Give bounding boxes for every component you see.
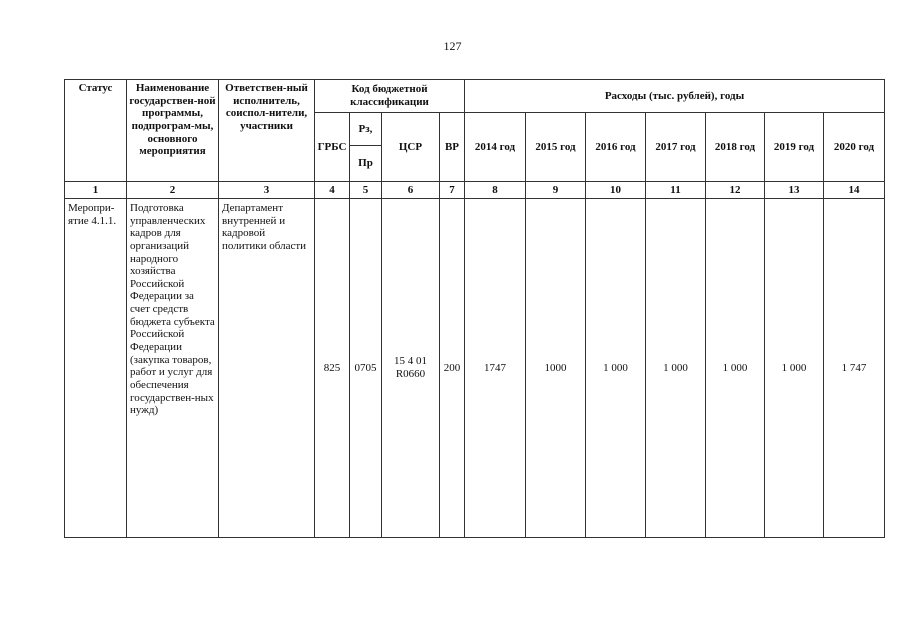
budget-table	[64, 79, 885, 538]
header-year-2017: 2017 год	[646, 113, 706, 182]
table-row	[65, 199, 885, 538]
row-value-2018: 1 000	[706, 199, 765, 538]
column-number: 9	[526, 182, 586, 199]
header-year-2019: 2019 год	[765, 113, 824, 182]
header-budget-code: Код бюджетной классификации	[315, 80, 465, 113]
header-year-2016: 2016 год	[586, 113, 646, 182]
row-value-2014: 1747	[465, 199, 526, 538]
header-row-1	[65, 80, 885, 113]
row-name: Подготовка управленческих кадров для организаций народного хозяйства Российской Федерации за счет средств бюджета субъекта Российской Федерации (закупка товаров, работ и услуг для обеспечения государствен-ных нужд)	[127, 199, 219, 538]
column-number: 12	[706, 182, 765, 199]
header-year-2020: 2020 год	[824, 113, 885, 182]
column-number: 2	[127, 182, 219, 199]
row-value-2020: 1 747	[824, 199, 885, 538]
header-vr: ВР	[440, 113, 465, 182]
row-value-2015: 1000	[526, 199, 586, 538]
row-value-2017: 1 000	[646, 199, 706, 538]
column-number: 8	[465, 182, 526, 199]
page-number: 127	[443, 39, 462, 53]
row-csr: 15 4 01 R0660	[382, 199, 440, 538]
header-pr: Пр	[350, 146, 382, 182]
header-executor: Ответствен-ный исполнитель, соиспол-нители, участники	[219, 80, 315, 182]
column-number: 14	[824, 182, 885, 199]
row-grbs: 825	[315, 199, 350, 538]
header-year-2015: 2015 год	[526, 113, 586, 182]
column-number: 11	[646, 182, 706, 199]
column-number: 10	[586, 182, 646, 199]
column-number: 6	[382, 182, 440, 199]
header-expenses: Расходы (тыс. рублей), годы	[465, 80, 885, 113]
row-executor: Департамент внутренней и кадровой политики области	[219, 199, 315, 538]
row-vr: 200	[440, 199, 465, 538]
row-status: Меропри-ятие 4.1.1.	[65, 199, 127, 538]
column-number: 3	[219, 182, 315, 199]
header-grbs: ГРБС	[315, 113, 350, 182]
column-number-row	[65, 182, 885, 199]
column-number: 5	[350, 182, 382, 199]
header-year-2018: 2018 год	[706, 113, 765, 182]
column-number: 13	[765, 182, 824, 199]
header-csr: ЦСР	[382, 113, 440, 182]
header-status: Статус	[65, 80, 127, 182]
row-rzpr: 0705	[350, 199, 382, 538]
header-name: Наименование государствен-ной программы, подпрограм-мы, основного мероприятия	[127, 80, 219, 182]
column-number: 7	[440, 182, 465, 199]
column-number: 4	[315, 182, 350, 199]
header-rz: Рз,	[350, 113, 382, 146]
header-year-2014: 2014 год	[465, 113, 526, 182]
row-value-2016: 1 000	[586, 199, 646, 538]
column-number: 1	[65, 182, 127, 199]
row-value-2019: 1 000	[765, 199, 824, 538]
